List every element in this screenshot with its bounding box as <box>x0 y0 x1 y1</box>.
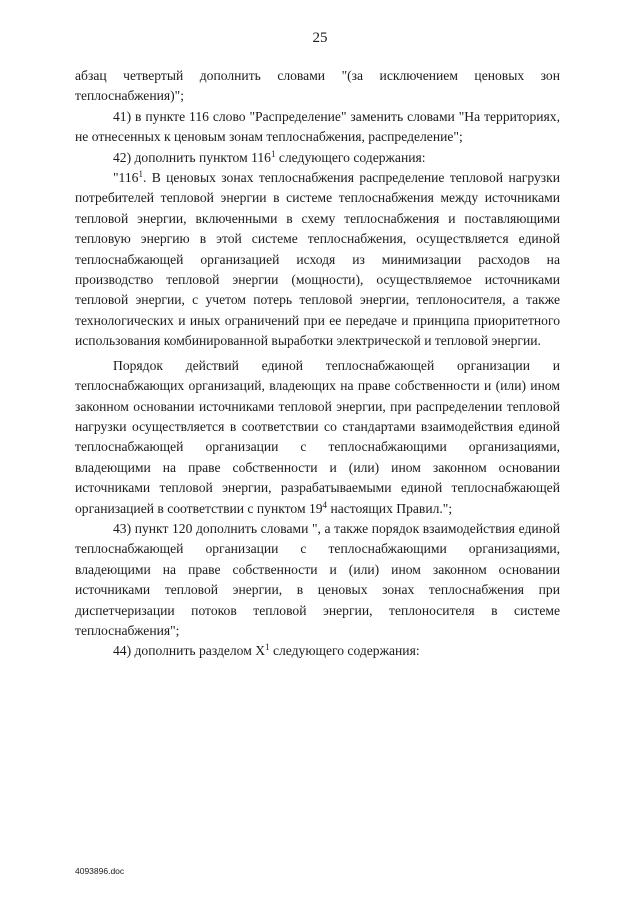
paragraph-item-44 <box>75 641 560 661</box>
paragraph-text: настоящих Правил."; <box>327 500 453 516</box>
paragraph-item-116-1 <box>75 168 560 352</box>
paragraph-text: 43) пункт 120 дополнить словами ", а также порядок взаимодействия единой теплоснабжающей организации с теплоснабжающими организациями, владеющими на праве собственности и (или) ином законном основании источниками тепловой энергии, в ценовых зонах теплоснабжения при диспетчеризации потоков тепловой энергии, теплоносителя в системе теплоснабжения"; <box>75 520 560 638</box>
document-body <box>75 66 560 662</box>
paragraph-text: 42) дополнить пунктом 116 <box>113 149 271 165</box>
paragraph-text: . В ценовых зонах теплоснабжения распределение тепловой нагрузки потребителей тепловой энергии в системе теплоснабжения между источниками тепловой энергии, включенными в схему теплоснабжения и поставляющими тепловую энергию в этой системе теплоснабжения, осуществляется единой теплоснабжающей организацией исходя из минимизации расходов на производство тепловой энергии (мощности), осуществляемое источниками тепловой энергии, с учетом потерь тепловой энергии, теплоносителя, а также технологических и иных ограничений при ее передаче и принципа приоритетного использования комбинированной выработки электрической и тепловой энергии. <box>75 170 560 349</box>
paragraph-text: следующего содержания: <box>269 643 420 659</box>
paragraph-item-41 <box>75 107 560 148</box>
paragraph-text: 44) дополнить разделом X <box>113 643 266 659</box>
superscript: 4 <box>322 499 328 510</box>
superscript: 1 <box>270 148 276 159</box>
superscript: 1 <box>138 169 143 180</box>
page-number: 25 <box>312 30 328 46</box>
paragraph-procedure <box>75 356 560 519</box>
paragraph-text: Порядок действий единой теплоснабжающей организации и теплоснабжающих организаций, владеющих на праве собственности и (или) ином законном основании источниками тепловой энергии, при распределении тепловой нагрузки осуществляется в соответствии со стандартами взаимодействия единой теплоснабжающей организации с теплоснабжающими организациями, владеющими на праве собственности и (или) ином законном основании источниками тепловой энергии, разрабатываемыми единой теплоснабжающей организацией в соответствии с пунктом 19 <box>75 357 560 516</box>
superscript: 1 <box>265 642 270 653</box>
paragraph-item-42 <box>75 148 560 168</box>
paragraph-text: следующего содержания: <box>275 149 426 165</box>
footer-filename: 4093896.doc <box>75 866 125 876</box>
paragraph-1 <box>75 66 560 107</box>
paragraph-text: "116 <box>113 170 139 186</box>
paragraph-text: 41) в пункте 116 слово "Распределение" заменить словами "На территориях, не отнесенных к ценовым зонам теплоснабжения, распределение"; <box>75 108 560 145</box>
paragraph-text: абзац четвертый дополнить словами "(за исключением ценовых зон теплоснабжения)"; <box>75 68 560 104</box>
paragraph-item-43 <box>75 519 560 641</box>
